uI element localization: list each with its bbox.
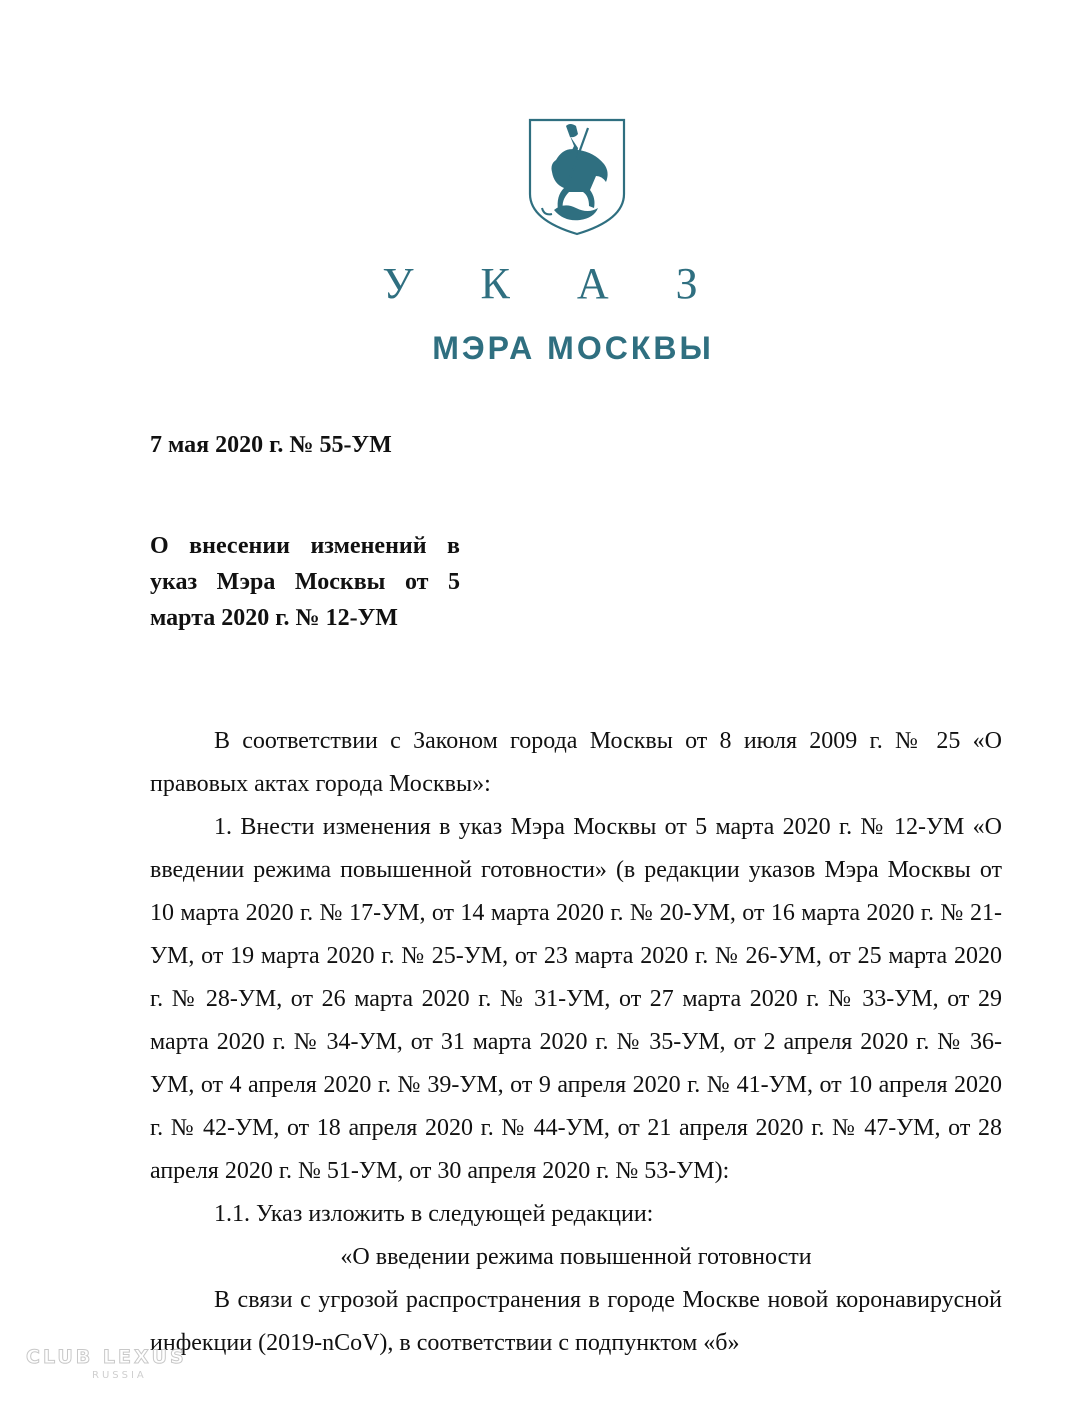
document-body: [150, 720, 1002, 1365]
subject-line: О внесении изменений в: [150, 533, 460, 559]
document-date-number: 7 мая 2020 г. № 55-УМ: [150, 432, 392, 458]
watermark-main: CLUB LEXUS: [26, 1346, 187, 1368]
subject-line: марта 2020 г. № 12-УМ: [150, 605, 398, 631]
paragraph-preamble: В соответствии с Законом города Москвы от 8 июля 2009 г. № 25 «О правовых актах города Москвы»:: [150, 728, 1002, 797]
watermark: [26, 1346, 236, 1390]
paragraph-quoted-start: В связи с угрозой распространения в городе Москве новой коронавирусной инфекции (2019-nCoV), в соответствии с подпунктом «б»: [150, 1287, 1002, 1356]
paragraph-item-1: 1. Внести изменения в указ Мэра Москвы от 5 марта 2020 г. № 12-УМ «О введении режима повышенной готовности» (в редакции указов Мэра Москвы от 10 марта 2020 г. № 17-УМ, от 14 марта 2020 г. № 20-УМ, от 16 марта 2020 г. № 21-УМ, от 19 марта 2020 г. № 25-УМ, от 23 марта 2020 г. № 26-УМ, от 25 марта 2020 г. № 28-УМ, от 26 марта 2020 г. № 31-УМ, от 27 марта 2020 г. № 33-УМ, от 29 марта 2020 г. № 34-УМ, от 31 марта 2020 г. № 35-УМ, от 2 апреля 2020 г. № 36-УМ, от 4 апреля 2020 г. № 39-УМ, от 9 апреля 2020 г. № 41-УМ, от 10 апреля 2020 г. № 42-УМ, от 18 апреля 2020 г. № 44-УМ, от 21 апреля 2020 г. № 47-УМ, от 28 апреля 2020 г. № 51-УМ, от 30 апреля 2020 г. № 53-УМ):: [150, 814, 1002, 1184]
document-subject: [150, 528, 460, 636]
decree-issuer: МЭРА МОСКВЫ: [432, 330, 714, 366]
quoted-decree-title: «О введении режима повышенной готовности: [340, 1244, 812, 1270]
subject-line: указ Мэра Москвы от 5: [150, 569, 460, 595]
decree-title: У К А З: [382, 259, 726, 308]
paragraph-item-1-1: 1.1. Указ изложить в следующей редакции:: [214, 1201, 654, 1227]
watermark-sub: RUSSIA: [92, 1370, 147, 1381]
moscow-coat-of-arms-icon: [526, 116, 628, 238]
